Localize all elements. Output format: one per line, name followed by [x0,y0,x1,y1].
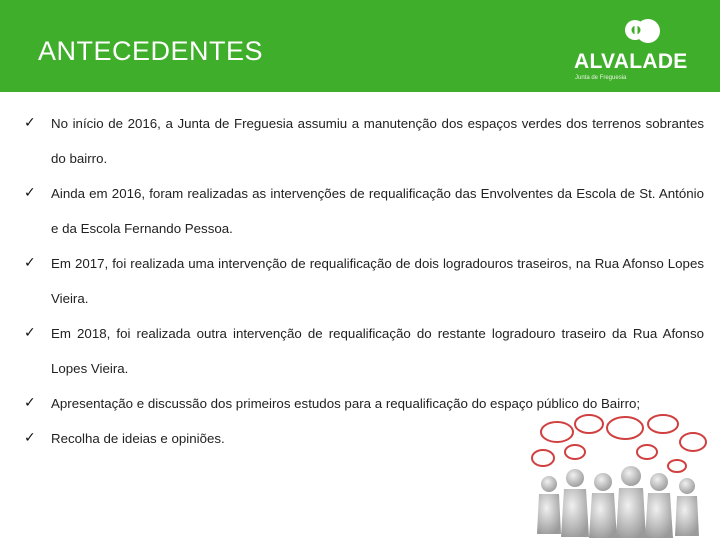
bullet-item [24,176,704,246]
checkmark-icon: ✓ [24,185,36,201]
checkmark-icon: ✓ [24,115,36,131]
logo-wordmark: ALVALADE [574,50,688,73]
bullet-text: Recolha de ideias e opiniões. [51,431,225,446]
bullet-text: Em 2018, foi realizada outra intervenção de requalificação do restante logradouro traseiro da Rua Afonso Lopes Vieira. [51,326,704,376]
bullet-item [24,246,704,316]
person-figures [537,466,699,538]
bullet-item [24,316,704,386]
alvalade-logo [568,14,688,86]
logo-subtitle: Junta de Freguesia [575,75,627,81]
logo-mark-icon [623,14,663,50]
header-banner [0,0,720,92]
bullet-text: Ainda em 2016, foram realizadas as intervenções de requalificação das Envolventes da Escola de St. António e da Escola Fernando Pessoa. [51,186,704,236]
checkmark-icon: ✓ [24,255,36,271]
bullet-item [24,106,704,176]
checkmark-icon: ✓ [24,325,36,341]
bullet-text: No início de 2016, a Junta de Freguesia assumiu a manutenção dos espaços verdes dos terrenos sobrantes do bairro. [51,116,704,166]
checkmark-icon: ✓ [24,430,36,446]
bullet-text: Em 2017, foi realizada uma intervenção de requalificação de dois logradouros traseiros, na Rua Afonso Lopes Vieira. [51,256,704,306]
page-title: ANTECEDENTES [38,36,264,66]
bullet-list [24,106,704,456]
people-speech-bubbles-illustration [527,412,711,540]
bullet-text: Apresentação e discussão dos primeiros estudos para a requalificação do espaço público do Bairro; [51,396,641,411]
speech-bubble-icon [532,415,706,472]
checkmark-icon: ✓ [24,395,36,411]
